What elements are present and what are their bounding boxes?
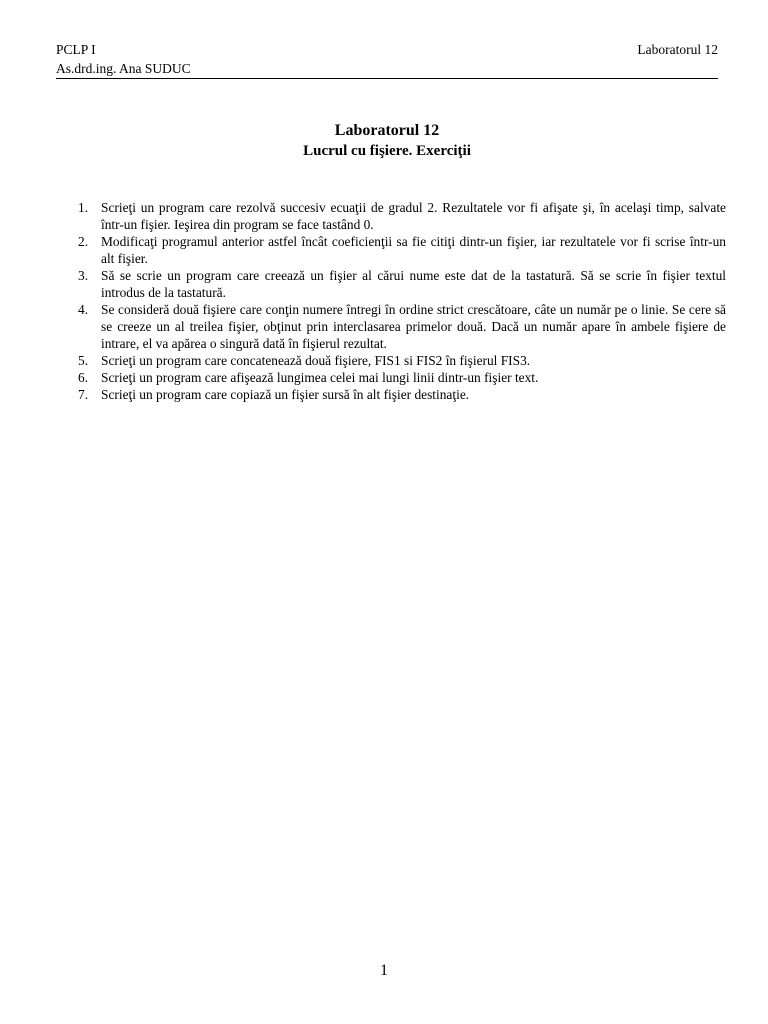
exercise-text: Modificaţi programul anterior astfel încât coeficienţii sa fie citiţi dintr-un fişier, iar rezultatele vor fi scrise într-un alt fişier. xyxy=(101,234,726,266)
exercise-item xyxy=(56,301,726,352)
exercise-number: 6. xyxy=(78,370,89,385)
page-subtitle: Lucrul cu fişiere. Exerciţii xyxy=(303,143,471,159)
exercise-text: Scrieţi un program care rezolvă succesiv ecuaţii de gradul 2. Rezultatele vor fi afişate şi, în acelaşi timp, salvate într-un fişier. Ieşirea din program se face tastând 0. xyxy=(101,200,726,232)
exercise-text: Se consideră două fişiere care conţin numere întregi în ordine strict crescătoare, câte un număr pe o linie. Se cere să se creeze un al treilea fişier, obţinut prin interclasarea primelor două. Dacă un număr apare în ambele fişiere de intrare, el va apărea o singură dată în fişierul rezultat. xyxy=(101,302,726,351)
header-left xyxy=(56,40,191,78)
exercise-item xyxy=(56,199,726,233)
exercise-item xyxy=(56,386,726,403)
exercise-item xyxy=(56,267,726,301)
page-title: Laboratorul 12 xyxy=(334,122,440,139)
exercise-number: 5. xyxy=(78,353,89,368)
header-lab: Laboratorul 12 xyxy=(637,42,718,57)
exercise-number: 7. xyxy=(78,387,89,402)
header-author: As.drd.ing. Ana SUDUC xyxy=(56,61,191,76)
exercise-item xyxy=(56,233,726,267)
page-number: 1 xyxy=(380,962,388,979)
exercise-text: Scrieţi un program care afişează lungimea celei mai lungi linii dintr-un fişier text. xyxy=(101,370,539,385)
exercise-item xyxy=(56,369,726,386)
exercise-number: 2. xyxy=(78,234,89,249)
title-block xyxy=(56,120,718,162)
exercise-number: 3. xyxy=(78,268,89,283)
exercise-text: Scrieţi un program care copiază un fişier sursă în alt fişier destinaţie. xyxy=(101,387,470,402)
page-header xyxy=(56,40,718,80)
exercise-item xyxy=(56,352,726,369)
exercise-list xyxy=(56,199,726,403)
header-divider xyxy=(56,78,718,79)
exercise-number: 4. xyxy=(78,302,89,317)
header-course: PCLP I xyxy=(56,42,96,57)
exercise-text: Să se scrie un program care creează un fişier al cărui nume este dat de la tastatură. Să se scrie în fişier textul introdus de la tastatură. xyxy=(101,268,726,300)
exercise-text: Scrieţi un program care concatenează două fişiere, FIS1 si FIS2 în fişierul FIS3. xyxy=(101,353,531,368)
exercise-number: 1. xyxy=(78,200,89,215)
